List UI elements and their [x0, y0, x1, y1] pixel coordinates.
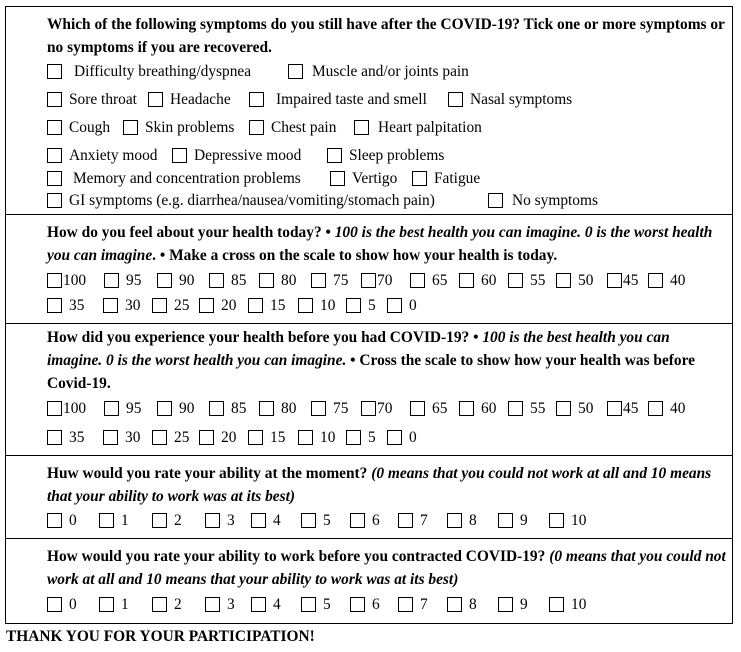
- symptom-no-symptoms-label: No symptoms: [512, 192, 598, 209]
- symptom-sore-throat-label: Sore throat: [69, 91, 137, 108]
- health-today-10-label: 10: [320, 297, 336, 314]
- health-today-30-label: 30: [125, 297, 141, 314]
- health-today-100-label: 100: [63, 272, 87, 289]
- ability-now-7-checkbox[interactable]: [398, 513, 413, 528]
- health-before-question: How did you experience your health before you had COVID-19? • 100 is the best health you can imagine. 0 is the worst health you can imagine. • Cross the scale to show how your health was before Covid-19.: [47, 329, 695, 392]
- symptom-gi-symptoms-e-g-diarrhea-nausea-vomiting-stomach-pain-checkbox[interactable]: [47, 193, 62, 208]
- symptom-sleep-problems-label: Sleep problems: [349, 147, 445, 164]
- symptom-difficulty-breathing-dyspnea-checkbox[interactable]: [47, 64, 62, 79]
- ability-before-2-checkbox[interactable]: [152, 597, 167, 612]
- health-before-5-label: 5: [368, 429, 376, 446]
- health-today-0-checkbox[interactable]: [387, 298, 402, 313]
- health-today-15-label: 15: [270, 297, 286, 314]
- symptom-difficulty-breathing-dyspnea-label: Difficulty breathing/dyspnea: [74, 63, 252, 80]
- ability-now-8-label: 8: [469, 512, 477, 529]
- health-today-95-checkbox[interactable]: [104, 273, 119, 288]
- health-before-80-checkbox[interactable]: [259, 401, 274, 416]
- health-before-25-label: 25: [174, 429, 190, 446]
- symptom-nasal-symptoms-checkbox[interactable]: [448, 92, 463, 107]
- ability-now-8-checkbox[interactable]: [447, 513, 462, 528]
- health-today-25-label: 25: [174, 297, 190, 314]
- health-today-5-label: 5: [368, 297, 376, 314]
- ability-before-1-checkbox[interactable]: [99, 597, 114, 612]
- ability-now-7-label: 7: [420, 512, 428, 529]
- symptom-depressive-mood-label: Depressive mood: [194, 147, 302, 164]
- ability-now-10-checkbox[interactable]: [549, 513, 564, 528]
- symptom-memory-and-concentration-problems-label: Memory and concentration problems: [73, 170, 301, 187]
- symptom-heart-palpitation-checkbox[interactable]: [354, 120, 369, 135]
- health-before-90-label: 90: [179, 400, 195, 417]
- health-before-60-label: 60: [481, 400, 497, 417]
- health-today-55-label: 55: [530, 272, 546, 289]
- health-before-90-checkbox[interactable]: [157, 401, 172, 416]
- health-before-95-checkbox[interactable]: [104, 401, 119, 416]
- symptom-gi-symptoms-e-g-diarrhea-nausea-vomiting-stomach-pain-label: GI symptoms (e.g. diarrhea/nausea/vomiting/stomach pain): [69, 192, 435, 209]
- health-before-25-checkbox[interactable]: [152, 430, 167, 445]
- ability-now-5-checkbox[interactable]: [301, 513, 316, 528]
- ability-before-9-label: 9: [520, 596, 528, 613]
- symptom-headache-checkbox[interactable]: [148, 92, 163, 107]
- health-before-45-label: 45: [623, 400, 639, 417]
- ability-now-3-checkbox[interactable]: [205, 513, 220, 528]
- health-today-45-label: 45: [623, 272, 639, 289]
- health-today-95-label: 95: [126, 272, 142, 289]
- symptom-chest-pain-checkbox[interactable]: [249, 120, 264, 135]
- symptoms-question: Which of the following symptoms do you still have after the COVID-19? Tick one or more symptoms or no symptoms if you are recovered.: [47, 16, 725, 56]
- ability-now-6-label: 6: [372, 512, 380, 529]
- ability-before-section: [5, 538, 733, 624]
- symptom-fatigue-label: Fatigue: [434, 170, 481, 187]
- health-before-100-checkbox[interactable]: [47, 401, 62, 416]
- symptom-cough-label: Cough: [69, 119, 111, 136]
- health-today-60-label: 60: [481, 272, 497, 289]
- symptom-nasal-symptoms-label: Nasal symptoms: [470, 91, 573, 108]
- health-before-10-label: 10: [320, 429, 336, 446]
- ability-before-7-label: 7: [420, 596, 428, 613]
- ability-now-question: Huw would you rate your ability at the moment? (0 means that you could not work at all and 10 means that your ability to work was at its best): [47, 465, 712, 505]
- health-before-55-label: 55: [530, 400, 546, 417]
- health-today-55-checkbox[interactable]: [508, 273, 523, 288]
- ability-now-4-checkbox[interactable]: [251, 513, 266, 528]
- health-today-100-checkbox[interactable]: [47, 273, 62, 288]
- health-today-85-label: 85: [231, 272, 247, 289]
- thanks-message: THANK YOU FOR YOUR PARTICIPATION!: [6, 628, 315, 645]
- health-before-20-label: 20: [221, 429, 237, 446]
- health-before-60-checkbox[interactable]: [459, 401, 474, 416]
- ability-now-5-label: 5: [323, 512, 331, 529]
- ability-before-3-checkbox[interactable]: [205, 597, 220, 612]
- symptom-sore-throat-checkbox[interactable]: [47, 92, 62, 107]
- health-before-85-checkbox[interactable]: [209, 401, 224, 416]
- health-today-80-checkbox[interactable]: [259, 273, 274, 288]
- health-before-40-checkbox[interactable]: [648, 401, 663, 416]
- health-today-5-checkbox[interactable]: [346, 298, 361, 313]
- health-before-15-label: 15: [270, 429, 286, 446]
- health-today-10-checkbox[interactable]: [298, 298, 313, 313]
- symptom-skin-problems-checkbox[interactable]: [123, 120, 138, 135]
- ability-now-1-checkbox[interactable]: [99, 513, 114, 528]
- health-today-65-checkbox[interactable]: [410, 273, 425, 288]
- ability-before-7-checkbox[interactable]: [398, 597, 413, 612]
- health-today-20-checkbox[interactable]: [199, 298, 214, 313]
- symptom-depressive-mood-checkbox[interactable]: [172, 148, 187, 163]
- ability-before-5-label: 5: [323, 596, 331, 613]
- symptom-heart-palpitation-label: Heart palpitation: [378, 119, 482, 136]
- health-before-50-label: 50: [578, 400, 594, 417]
- health-today-15-checkbox[interactable]: [248, 298, 263, 313]
- health-before-65-label: 65: [432, 400, 448, 417]
- health-before-85-label: 85: [231, 400, 247, 417]
- ability-before-9-checkbox[interactable]: [498, 597, 513, 612]
- health-today-90-label: 90: [179, 272, 195, 289]
- health-before-15-checkbox[interactable]: [248, 430, 263, 445]
- health-today-40-checkbox[interactable]: [648, 273, 663, 288]
- health-today-60-checkbox[interactable]: [459, 273, 474, 288]
- health-today-90-checkbox[interactable]: [157, 273, 172, 288]
- health-today-question: How do you feel about your health today? • 100 is the best health you can imagine. 0 is the worst health you can imagine. • Make a cross on the scale to show how your health is today.: [47, 224, 713, 264]
- symptom-anxiety-mood-checkbox[interactable]: [47, 148, 62, 163]
- health-today-40-label: 40: [670, 272, 686, 289]
- symptom-anxiety-mood-label: Anxiety mood: [69, 147, 158, 164]
- ability-now-9-label: 9: [520, 512, 528, 529]
- health-today-50-checkbox[interactable]: [556, 273, 571, 288]
- health-before-100-label: 100: [63, 400, 87, 417]
- symptom-memory-and-concentration-problems-checkbox[interactable]: [47, 171, 62, 186]
- health-before-35-label: 35: [69, 429, 85, 446]
- ability-before-10-checkbox[interactable]: [549, 597, 564, 612]
- ability-before-8-label: 8: [469, 596, 477, 613]
- health-before-35-checkbox[interactable]: [47, 430, 62, 445]
- health-today-50-label: 50: [578, 272, 594, 289]
- symptom-chest-pain-label: Chest pain: [271, 119, 337, 136]
- ability-now-0-label: 0: [69, 512, 77, 529]
- health-today-35-label: 35: [69, 297, 85, 314]
- ability-before-8-checkbox[interactable]: [447, 597, 462, 612]
- health-today-80-label: 80: [281, 272, 297, 289]
- ability-now-1-label: 1: [121, 512, 129, 529]
- health-today-70-checkbox[interactable]: [361, 273, 376, 288]
- health-before-55-checkbox[interactable]: [508, 401, 523, 416]
- health-today-75-label: 75: [333, 272, 349, 289]
- symptom-sleep-problems-checkbox[interactable]: [327, 148, 342, 163]
- ability-now-section: [5, 455, 733, 539]
- ability-now-0-checkbox[interactable]: [47, 513, 62, 528]
- health-before-30-checkbox[interactable]: [103, 430, 118, 445]
- ability-now-3-label: 3: [227, 512, 235, 529]
- ability-before-question: How would you rate your ability to work before you contracted COVID-19? (0 means that you could not work at all and 10 means that your ability to work was at its best): [47, 548, 726, 588]
- ability-before-0-label: 0: [69, 596, 77, 613]
- health-today-30-checkbox[interactable]: [103, 298, 118, 313]
- health-today-35-checkbox[interactable]: [47, 298, 62, 313]
- health-before-0-label: 0: [409, 429, 417, 446]
- health-before-0-checkbox[interactable]: [387, 430, 402, 445]
- symptom-skin-problems-label: Skin problems: [145, 119, 235, 136]
- health-before-70-label: 70: [377, 400, 393, 417]
- symptom-vertigo-label: Vertigo: [352, 170, 398, 187]
- ability-now-9-checkbox[interactable]: [498, 513, 513, 528]
- ability-now-6-checkbox[interactable]: [350, 513, 365, 528]
- health-today-0-label: 0: [409, 297, 417, 314]
- health-before-70-checkbox[interactable]: [361, 401, 376, 416]
- ability-before-1-label: 1: [121, 596, 129, 613]
- health-before-45-checkbox[interactable]: [607, 401, 622, 416]
- ability-now-2-checkbox[interactable]: [152, 513, 167, 528]
- health-today-20-label: 20: [221, 297, 237, 314]
- health-before-30-label: 30: [125, 429, 141, 446]
- health-before-10-checkbox[interactable]: [298, 430, 313, 445]
- health-today-75-checkbox[interactable]: [311, 273, 326, 288]
- ability-now-2-label: 2: [174, 512, 182, 529]
- symptom-impaired-taste-and-smell-label: Impaired taste and smell: [276, 91, 427, 108]
- symptom-headache-label: Headache: [170, 91, 231, 108]
- ability-now-4-label: 4: [273, 512, 281, 529]
- health-before-65-checkbox[interactable]: [410, 401, 425, 416]
- symptom-impaired-taste-and-smell-checkbox[interactable]: [249, 92, 264, 107]
- health-before-20-checkbox[interactable]: [199, 430, 214, 445]
- health-before-50-checkbox[interactable]: [556, 401, 571, 416]
- ability-before-4-label: 4: [273, 596, 281, 613]
- ability-before-6-label: 6: [372, 596, 380, 613]
- health-today-25-checkbox[interactable]: [152, 298, 167, 313]
- health-before-80-label: 80: [281, 400, 297, 417]
- health-before-5-checkbox[interactable]: [346, 430, 361, 445]
- ability-now-10-label: 10: [571, 512, 587, 529]
- health-before-95-label: 95: [126, 400, 142, 417]
- symptom-muscle-and-or-joints-pain-label: Muscle and/or joints pain: [312, 63, 469, 80]
- symptom-cough-checkbox[interactable]: [47, 120, 62, 135]
- ability-before-5-checkbox[interactable]: [301, 597, 316, 612]
- symptom-fatigue-checkbox[interactable]: [412, 171, 427, 186]
- ability-before-4-checkbox[interactable]: [251, 597, 266, 612]
- symptom-vertigo-checkbox[interactable]: [330, 171, 345, 186]
- symptom-no-symptoms-checkbox[interactable]: [488, 193, 503, 208]
- ability-before-0-checkbox[interactable]: [47, 597, 62, 612]
- ability-before-6-checkbox[interactable]: [350, 597, 365, 612]
- health-today-65-label: 65: [432, 272, 448, 289]
- health-today-45-checkbox[interactable]: [607, 273, 622, 288]
- health-today-85-checkbox[interactable]: [209, 273, 224, 288]
- health-before-75-checkbox[interactable]: [311, 401, 326, 416]
- health-today-70-label: 70: [377, 272, 393, 289]
- ability-before-10-label: 10: [571, 596, 587, 613]
- ability-before-2-label: 2: [174, 596, 182, 613]
- health-before-40-label: 40: [670, 400, 686, 417]
- health-before-75-label: 75: [333, 400, 349, 417]
- ability-before-3-label: 3: [227, 596, 235, 613]
- symptom-muscle-and-or-joints-pain-checkbox[interactable]: [288, 64, 303, 79]
